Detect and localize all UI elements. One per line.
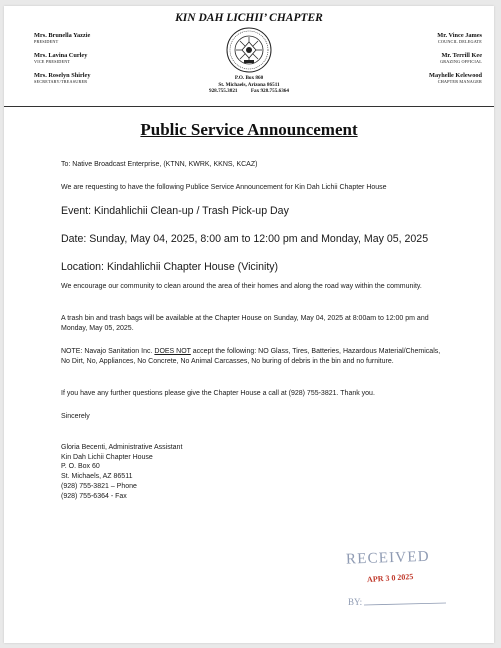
header-divider [4,106,494,107]
signature-block [61,443,449,501]
encourage-paragraph: We encourage our community to clean around the area of their homes and along the road way within the community. [61,283,422,290]
received-stamp [334,539,454,619]
official-name: Mrs. Roselyn Shirley [34,72,91,79]
signature-line: P. O. Box 60 [61,463,100,471]
official-role: PRESIDENT [34,39,59,44]
official-role: CHAPTER MANAGER [437,79,482,84]
official-name: Mr. Terrill Kee [441,52,482,59]
date-line: Date: Sunday, May 04, 2025, 8:00 am to 12:00 pm and Monday, May 05, 2025 [61,233,429,245]
stamp-signature-line [364,603,446,605]
signature-line: (928) 755-6364 - Fax [61,492,127,500]
right-officials-list [364,32,482,92]
chapter-address [154,75,344,95]
chapter-name-header: KIN DAH LICHII’ CHAPTER [175,12,323,24]
left-officials-list [34,32,154,92]
official-role: SECRETARY/TREASURER [34,79,88,84]
official-entry [34,52,154,64]
note-emphasis: DOES NOT [154,348,191,355]
official-entry [364,32,482,44]
note-paragraph [61,347,449,366]
po-box: P.O. Box 860 [234,75,264,81]
phone-number: 928.755.3821 [208,88,238,95]
questions-paragraph: If you have any further questions please give the Chapter House a call at (928) 755-3821. Thank you. [61,390,375,397]
official-name: Mrs. Lavina Curley [34,52,88,59]
note-prefix: NOTE: Navajo Sanitation Inc. [61,348,155,355]
chapter-seal-logo [226,27,272,73]
announcement-title: Public Service Announcement [140,120,358,139]
phone-fax-line [154,88,344,95]
official-entry [34,32,154,44]
request-line: We are requesting to have the following Publice Service Announcement for Kin Dah Lichii Chapter House [61,184,387,191]
event-line: Event: Kindahlichii Clean-up / Trash Pick-up Day [61,205,289,217]
stamp-word: RECEIVED [345,548,430,568]
trash-bin-paragraph: A trash bin and trash bags will be available at the Chapter House on Sunday, May 04, 2025 at 8:00am to 12:00 pm and Monday, May 05, 2025. [61,315,429,332]
signature-line: Gloria Becenti, Administrative Assistant [61,444,183,451]
official-role: GRAZING OFFICIAL [440,59,482,64]
official-name: Mayhelle Kelewood [429,72,482,79]
official-role: VICE PRESIDENT [34,59,71,64]
signature-line: St. Michaels, AZ 86511 [61,473,133,481]
stamp-by-label: BY: [348,597,363,607]
stamp-date: APR 3 0 2025 [366,571,414,585]
signature-line: (928) 755-3821 – Phone [61,482,137,490]
document-page [4,6,494,643]
official-name: Mr. Vince James [437,32,482,39]
note-suffix: accept the following: NO Glass, Tires, Batteries, Hazardous Material/Chemicals, No Dirt, No, Appliances, No Concrete, No Animal Carcasses, No buring of debris in the bin and no furniture. [61,348,441,365]
location-line: Location: Kindahlichii Chapter House (Vicinity) [61,261,279,273]
to-line: To: Native Broadcast Enterprise, (KTNN, KWRK, KKNS, KCAZ) [61,161,258,168]
official-name: Mrs. Brunella Yazzie [34,32,91,39]
signature-line: Kin Dah Lichii Chapter House [61,453,153,461]
fax-number: Fax 928.755.6364 [250,88,289,95]
official-entry [364,52,482,64]
official-entry [364,72,482,84]
closing-line: Sincerely [61,413,90,420]
city-state: St. Michaels, Arizona 86511 [218,81,280,88]
official-entry [34,72,154,84]
official-role: COUNCIL DELEGATE [437,39,482,44]
